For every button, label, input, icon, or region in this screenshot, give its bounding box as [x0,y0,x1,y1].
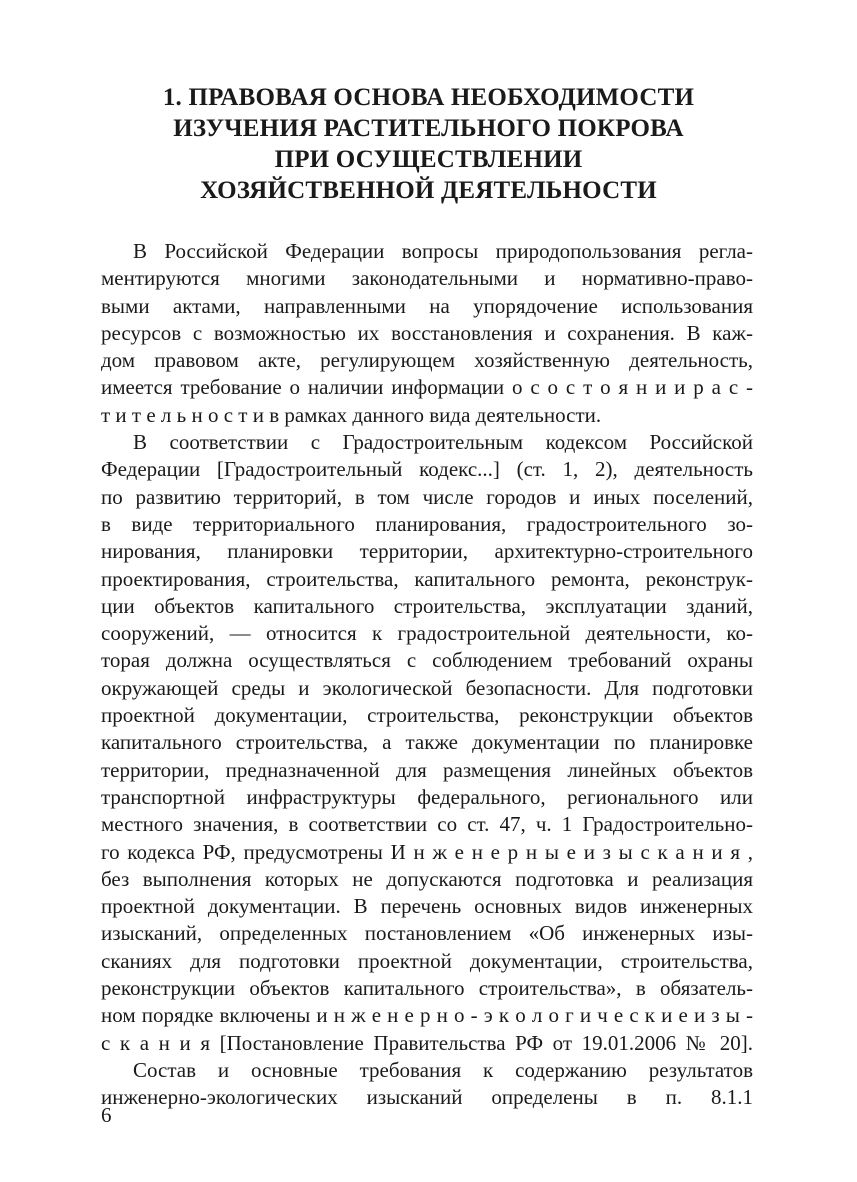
text-line: В Российской Федерации вопросы природопользования регла- [133,239,753,263]
text-line: капитального строительства, а также документации по планировке [101,730,753,755]
text-line: транспортной инфраструктуры федерального, регионального или [101,784,753,809]
text-line: дом правовом акте, регулирующем хозяйственную деятельность, [101,348,753,373]
text-line: Состав и основные требования к содержанию результатов [133,1057,753,1082]
text-line: нирования, планировки территории, архитектурно-строительного [101,539,753,564]
text-line: го кодекса РФ, предусмотрены И н ж е н е р н ы е и з ы с к а н и я , [101,839,753,864]
text-line: выми актами, направленными на упорядочение использования [101,293,753,318]
text-line: проектирования, строительства, капитального ремонта, реконструк- [101,566,753,591]
text-line: без выполнения которых не допускаются подготовка и реализация [101,866,753,891]
text-line: ции объектов капитального строительства, эксплуатации зданий, [101,593,753,618]
paragraph-1 [101,238,753,429]
text-line: местного значения, в соответствии со ст. 47, ч. 1 Градостроительно- [101,812,753,837]
text-line: Федерации [Градостроительный кодекс...] (ст. 1, 2), деятельность [101,457,753,482]
text-line: окружающей среды и экологической безопасности. Для подготовки [101,675,753,700]
chapter-heading [100,82,757,206]
text-line: проектной документации, строительства, реконструкции объектов [101,703,753,728]
text-line: ментируются многими законодательными и нормативно-право- [101,266,753,291]
heading-line: ИЗУЧЕНИЯ РАСТИТЕЛЬНОГО ПОКРОВА [173,115,684,142]
text-line: имеется требование о наличии информации о с о с т о я н и и р а с - [101,375,753,400]
text-line: сканиях для подготовки проектной документации, строительства, [101,948,753,973]
heading-line: ПРИ ОСУЩЕСТВЛЕНИИ [274,146,583,173]
text-line: с к а н и я [Постановление Правительства РФ от 19.01.2006 № 20]. [101,1030,753,1055]
text-line: по развитию территорий, в том числе городов и иных поселений, [101,484,753,509]
text-line: сооружений, — относится к градостроительной деятельности, ко- [101,621,753,646]
text-line: реконструкции объектов капитального строительства», в обязатель- [101,976,753,1001]
text-line: инженерно-экологических изысканий определены в п. 8.1.1 [101,1085,753,1110]
text-line: проектной документации. В перечень основных видов инженерных [101,894,753,919]
text-line: изысканий, определенных постановлением «Об инженерных изы- [101,921,753,946]
text-line: территории, предназначенной для размещения линейных объектов [101,757,753,782]
text-line: торая должна осуществляться с соблюдением требований охраны [101,648,753,673]
text-line: т и т е л ь н о с т и в рамках данного вида деятельности. [101,402,602,427]
heading-line: 1. ПРАВОВАЯ ОСНОВА НЕОБХОДИМОСТИ [162,84,695,111]
text-line: в виде территориального планирования, градостроительного зо- [101,511,753,536]
text-line: ном порядке включены и н ж е н е р н о - э к о л о г и ч е с к и е и з ы - [101,1003,753,1028]
page-number: 6 [101,1103,112,1127]
paragraph-3 [101,1057,753,1112]
text-line: В соответствии с Градостроительным кодексом Российской [133,430,753,455]
paragraph-2 [101,429,753,1057]
body-text [101,238,753,1112]
text-line: ресурсов с возможностью их восстановления и сохранения. В каж- [101,320,753,345]
heading-line: ХОЗЯЙСТВЕННОЙ ДЕЯТЕЛЬНОСТИ [200,177,657,204]
